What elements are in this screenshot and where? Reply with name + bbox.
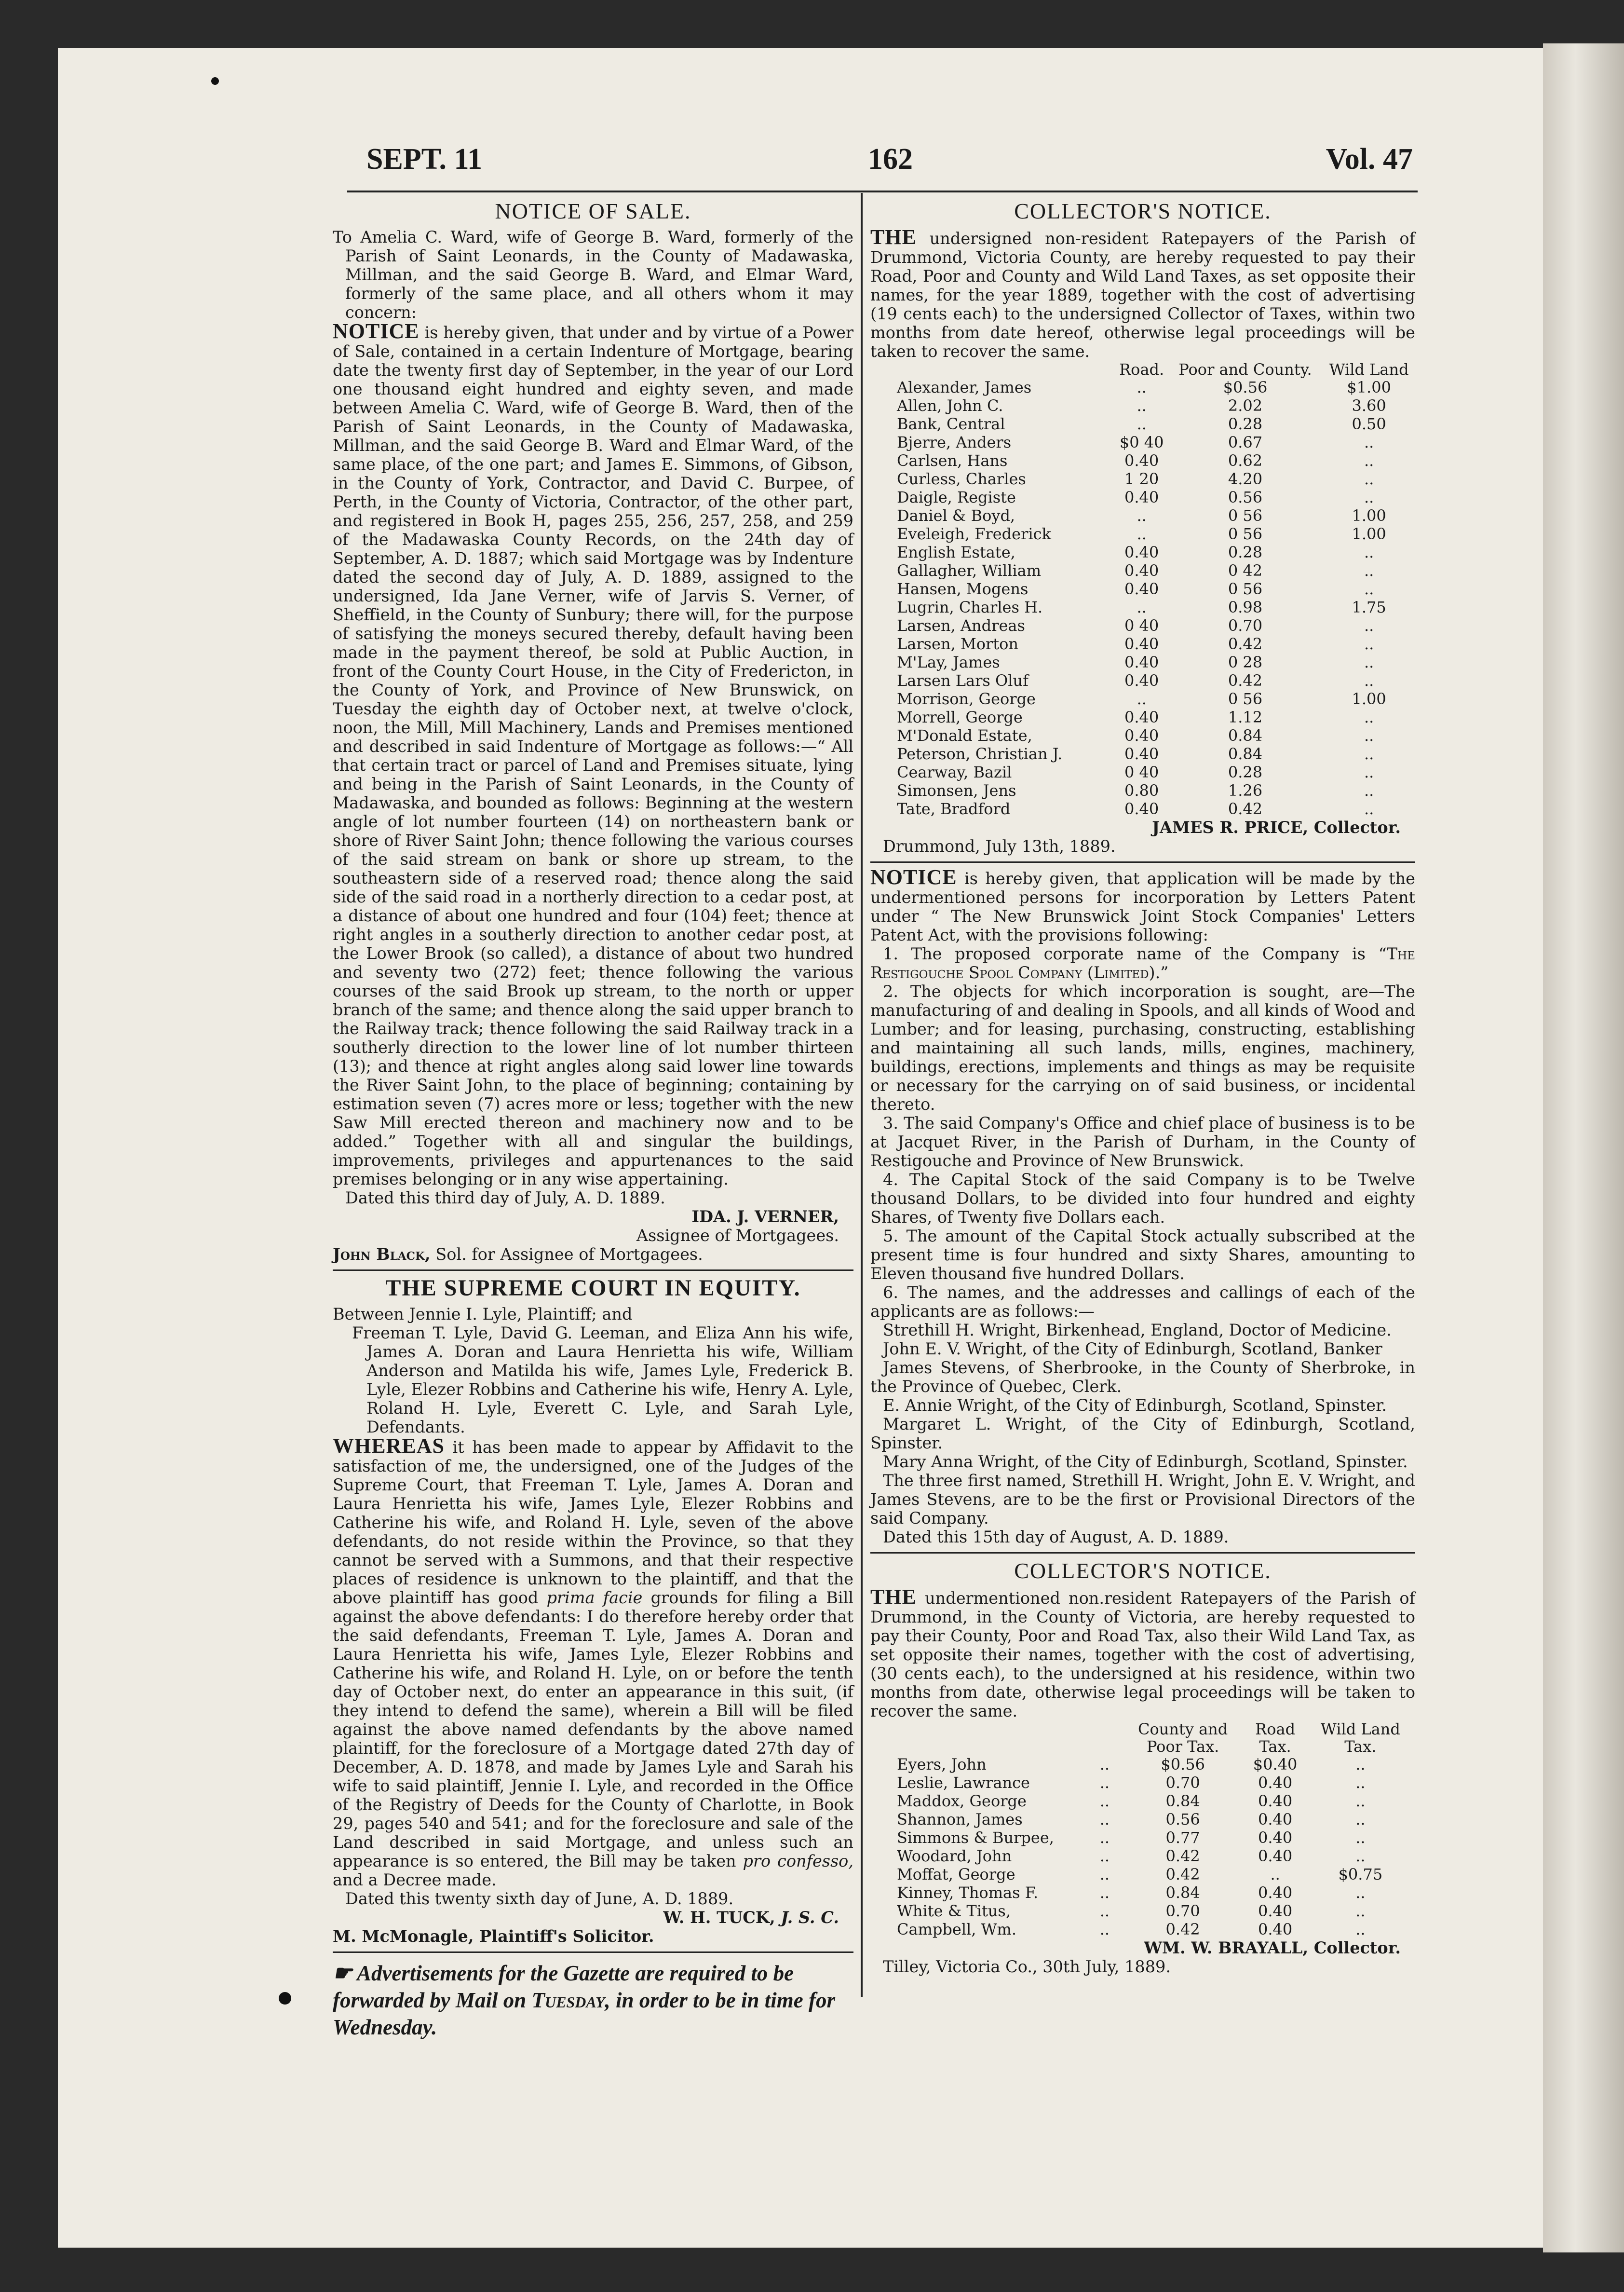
section-rule — [333, 1951, 853, 1953]
tax-value: 0.40 — [1258, 1810, 1293, 1828]
table-row — [870, 726, 1415, 745]
collector1-body — [870, 225, 1415, 361]
ratepayer-name: Bjerre, Anders — [897, 433, 1012, 451]
court-dated: Dated this twenty sixth day of June, A. D. 1889. — [345, 1889, 734, 1908]
tax-value: 0.40 — [1124, 580, 1159, 598]
tax-value: 0.40 — [1124, 800, 1159, 818]
ratepayer-name: M'Donald Estate, — [897, 726, 1032, 745]
tax-value: .. — [1099, 1792, 1110, 1810]
header-rule — [347, 191, 1418, 192]
tax-value: 0.40 — [1258, 1883, 1293, 1902]
ratepayer-name: Morrell, George — [897, 708, 1023, 726]
table-row — [870, 800, 1415, 818]
ratepayer-name: Daniel & Boyd, — [897, 506, 1015, 525]
collector1-tax-table — [870, 361, 1415, 818]
table-row — [870, 1847, 1415, 1865]
tax-value: .. — [1099, 1774, 1110, 1792]
tax-value: .. — [1355, 1755, 1366, 1774]
ratepayer-name: Moffat, George — [897, 1865, 1015, 1883]
ratepayer-name: Allen, John C. — [897, 396, 1003, 415]
table-row — [870, 525, 1415, 543]
tax-value: 0.84 — [1228, 726, 1263, 745]
ratepayer-name: Kinney, Thomas F. — [897, 1883, 1039, 1902]
sale-signer-role: Assignee of Mortgagees. — [636, 1226, 839, 1245]
tax-value: .. — [1364, 653, 1374, 671]
sale-solicitor-role: Sol. for Assignee of Mortgagees. — [435, 1245, 703, 1264]
tax-value: 0.40 — [1124, 653, 1159, 671]
sale-solicitor — [333, 1245, 853, 1264]
table-header-row — [870, 1720, 1415, 1755]
court-body-1: it has been made to appear by Affidavit to the satisfaction of me, the undersigned, one of the Judges of the Supreme Court, that Freeman T. Lyle, James A. Doran and Laura Henrietta his wife, James Lyle, Elezer Robbins and Catherine his wife, and Roland H. Lyle, seven of the above defendants, do not reside within the Province, so that they cannot be served with a Summons, and that their respective places of residence is unknown to the plaintiff, and that the above plaintiff has good — [333, 1438, 853, 1607]
header-tax: Tax. — [1259, 1737, 1291, 1756]
sale-dated: Dated this third day of July, A. D. 1889. — [345, 1188, 665, 1207]
ratepayer-name: Bank, Central — [897, 415, 1005, 433]
table-row — [870, 451, 1415, 470]
tax-value: .. — [1364, 543, 1374, 561]
court-prima-facie: prima facie — [546, 1588, 643, 1607]
judge-title: J. S. C. — [781, 1908, 839, 1927]
applicant-6: Mary Anna Wright, of the City of Edinburgh, Scotland, Spinster. — [883, 1452, 1408, 1471]
table-row — [870, 763, 1415, 781]
sale-signer: IDA. J. VERNER, — [691, 1207, 839, 1226]
table-row — [870, 1902, 1415, 1920]
tax-value: .. — [1364, 451, 1374, 470]
sale-lead-word: NOTICE — [333, 319, 420, 343]
tax-value: 0.28 — [1228, 415, 1263, 433]
tax-value: 4.20 — [1228, 470, 1263, 488]
tax-value: .. — [1364, 671, 1374, 690]
table-row — [870, 653, 1415, 671]
tax-value: .. — [1364, 708, 1374, 726]
gazette-advert — [333, 1960, 853, 2041]
tax-value: .. — [1355, 1902, 1366, 1920]
table-row — [870, 1828, 1415, 1847]
tax-value: 0.40 — [1258, 1902, 1293, 1920]
applicant-5: Margaret L. Wright, of the City of Edinburgh, Scotland, Spinster. — [870, 1415, 1415, 1452]
tax-value: 0.40 — [1124, 671, 1159, 690]
incorporation-lead-word: NOTICE — [870, 865, 957, 889]
header-county-and: County and — [1138, 1720, 1228, 1738]
ratepayer-name: Larsen, Morton — [897, 635, 1018, 653]
tax-value: .. — [1099, 1920, 1110, 1938]
tax-value: .. — [1364, 635, 1374, 653]
tax-value: .. — [1137, 506, 1147, 525]
tax-value: 0 56 — [1228, 525, 1263, 543]
tax-value: 1 20 — [1124, 470, 1159, 488]
table-row — [870, 580, 1415, 598]
tax-value: .. — [1137, 525, 1147, 543]
table-row — [870, 671, 1415, 690]
incorporation-item-6: 6. The names, and the addresses and callings of each of the applicants are as follows:— — [870, 1283, 1415, 1321]
section-rule — [870, 861, 1415, 863]
court-title: THE SUPREME COURT IN EQUITY. — [385, 1275, 801, 1301]
tax-value: .. — [1364, 745, 1374, 763]
table-row — [870, 781, 1415, 800]
tax-value: $0.56 — [1161, 1755, 1205, 1774]
collector2-place-date: Tilley, Victoria Co., 30th July, 1889. — [883, 1957, 1171, 1976]
table-row — [870, 616, 1415, 635]
tax-value: 0.42 — [1165, 1847, 1200, 1865]
applicant-3: James Stevens, of Sherbrooke, in the County of Sherbroke, in the Province of Quebec, Clerk. — [870, 1358, 1415, 1396]
incorporation-item-3: 3. The said Company's Office and chief place of business is to be at Jacquet River, in the Parish of Durham, in the County of Restigouche and Province of New Brunswick. — [870, 1114, 1415, 1170]
tax-value: 1.75 — [1352, 598, 1386, 616]
table-row — [870, 598, 1415, 616]
tax-value: 0 42 — [1228, 561, 1263, 580]
tax-value: .. — [1099, 1847, 1110, 1865]
tax-value: 0 28 — [1228, 653, 1263, 671]
table-row — [870, 1774, 1415, 1792]
tax-value: $0 40 — [1119, 433, 1164, 451]
tax-value: .. — [1364, 470, 1374, 488]
collector1-lead-word: THE — [870, 225, 917, 249]
tax-value: .. — [1355, 1847, 1366, 1865]
court-body-2: grounds for filing a Bill against the above defendants: I do therefore hereby order that the said defendants, Freeman T. Lyle, James A. Doran and Laura Henrietta his wife, James Lyle, Elezer Robbins and Catherine his wife, and Roland H. Lyle, on or before the tenth day of October next, do enter an appearance in this suit, (if they intend to defend the same), wherein a Bill will be filed against the above named defendants by the above named plaintiff, for the foreclosure of a Mortgage dated 27th day of December, A. D. 1878, and made by James Lyle and Sarah his wife to said plaintiff, Jennie I. Lyle, and recorded in the Office of the Registry of Deeds for the County of Charlotte, in Book 29, pages 540 and 541; and for the foreclosure and sale of the Land described in said Mortgage, and unless such an appearance is so entered, the Bill may be taken — [333, 1588, 853, 1870]
applicant-4: E. Annie Wright, of the City of Edinburgh, Scotland, Spinster. — [883, 1396, 1387, 1415]
ratepayer-name: Curless, Charles — [897, 470, 1026, 488]
table-row — [870, 561, 1415, 580]
pointing-hand-icon: ☛ — [333, 1961, 352, 1985]
table-row — [870, 378, 1415, 396]
tax-value: 1.00 — [1352, 506, 1386, 525]
incorporation-item-1 — [870, 944, 1415, 982]
collector1-place-date: Drummond, July 13th, 1889. — [883, 837, 1116, 856]
ratepayer-name: Carlsen, Hans — [897, 451, 1008, 470]
table-row — [870, 635, 1415, 653]
tax-value: 0 56 — [1228, 506, 1263, 525]
tax-value: 0.40 — [1124, 745, 1159, 763]
incorporation-item-2: 2. The objects for which incorporation is sought, are—The manufacturing of and dealing in Spools, and all kinds of Wood and Lumber; and for leasing, purchasing, constructing, establishing and maintaining all such lands, mills, engines, machinery, buildings, erections, implements and things as may be requisite or necessary for the carrying on of said business, or incidental thereto. — [870, 982, 1415, 1114]
table-row — [870, 1755, 1415, 1774]
table-row — [870, 415, 1415, 433]
tax-value: 0.40 — [1124, 451, 1159, 470]
section-rule — [333, 1269, 853, 1271]
tax-value: 1.00 — [1352, 525, 1386, 543]
tax-value: 0.98 — [1228, 598, 1263, 616]
court-between: Between Jennie I. Lyle, Plaintiff; and — [333, 1305, 633, 1323]
advert-text-1: Advertisements for the Gazette are required to be forwarded by Mail on — [333, 1961, 794, 2012]
header-tax-2: Tax. — [1344, 1737, 1377, 1756]
ratepayer-name: Gallagher, William — [897, 561, 1042, 580]
column-header-county-poor — [1121, 1720, 1245, 1755]
tax-value: 0.70 — [1165, 1774, 1200, 1792]
tax-value: 0.67 — [1228, 433, 1263, 451]
ratepayer-name: English Estate, — [897, 543, 1015, 561]
right-column — [870, 198, 1415, 1976]
tax-value: .. — [1364, 433, 1374, 451]
tax-value: $0.56 — [1223, 378, 1268, 396]
tax-value: 1.00 — [1352, 690, 1386, 708]
tax-value: 0.56 — [1165, 1810, 1200, 1828]
table-row — [870, 396, 1415, 415]
ratepayer-name: Larsen Lars Oluf — [897, 671, 1029, 690]
tax-value: 0.40 — [1258, 1774, 1293, 1792]
ratepayer-name: Daigle, Registe — [897, 488, 1016, 506]
collector1-title: COLLECTOR'S NOTICE. — [1014, 199, 1272, 223]
tax-value: .. — [1355, 1828, 1366, 1847]
tax-value: 2.02 — [1228, 396, 1263, 415]
court-defendants: Freeman T. Lyle, David G. Leeman, and Eliza Ann his wife, James A. Doran and Laura Henrietta his wife, William Anderson and Matilda his wife, James Lyle, Frederick B. Lyle, Elezer Robbins and Catherine his wife, Henry A. Lyle, Roland H. Lyle, Everett C. Lyle, and Sarah Lyle, Defendants. — [352, 1323, 853, 1436]
column-header-road: Road. — [1119, 360, 1164, 379]
tax-value: .. — [1137, 415, 1147, 433]
tax-value: .. — [1364, 561, 1374, 580]
table-row — [870, 708, 1415, 726]
binding-hole-mark — [279, 1992, 291, 2005]
collector2-signer: WM. W. BRAYALL, Collector. — [1144, 1938, 1401, 1957]
tax-value: 0.40 — [1258, 1920, 1293, 1938]
collector2-title: COLLECTOR'S NOTICE. — [1014, 1558, 1272, 1583]
tax-value: 1.12 — [1228, 708, 1263, 726]
table-row — [870, 1920, 1415, 1938]
item1-prefix: 1. The proposed corporate name of the Company is “ — [883, 944, 1387, 963]
ratepayer-name: Peterson, Christian J. — [897, 745, 1063, 763]
tax-value: 0.56 — [1228, 488, 1263, 506]
applicant-1: Strethill H. Wright, Birkenhead, England, Doctor of Medicine. — [883, 1321, 1392, 1339]
advert-day: Tuesday, — [531, 1988, 610, 2012]
court-solicitor: M. McMonagle, Plaintiff's Solicitor. — [333, 1927, 654, 1946]
ratepayer-name: Maddox, George — [897, 1792, 1027, 1810]
ratepayer-name: Alexander, James — [897, 378, 1032, 396]
tax-value: .. — [1099, 1755, 1110, 1774]
section-rule — [870, 1552, 1415, 1554]
tax-value: .. — [1364, 488, 1374, 506]
tax-value: 0.40 — [1258, 1847, 1293, 1865]
tax-value: 0.42 — [1165, 1920, 1200, 1938]
tax-value: $1.00 — [1347, 378, 1391, 396]
ratepayer-name: Larsen, Andreas — [897, 616, 1025, 635]
column-header-road-tax — [1245, 1720, 1305, 1755]
incorporation-item-4: 4. The Capital Stock of the said Company is to be Twelve thousand Dollars, to be divided into four hundred and eighty Shares, of Twenty five Dollars each. — [870, 1170, 1415, 1227]
court-body — [333, 1436, 853, 1889]
page-number: 162 — [868, 143, 913, 176]
tax-value: 0.84 — [1165, 1792, 1200, 1810]
tax-value: .. — [1099, 1810, 1110, 1828]
tax-value: 0.40 — [1258, 1792, 1293, 1810]
tax-value: .. — [1364, 763, 1374, 781]
collector2-body-text: undermentioned non.resident Ratepayers of the Parish of Drummond, in the County of Victoria, are hereby requested to pay their County, Poor and Road Tax, also their Wild Land Tax, as set opposite their names, together with the cost of advertising, (30 cents each), to the undersigned at his residence, within two months from date, otherwise legal proceedings will be taken to recover the same. — [870, 1589, 1415, 1720]
column-header-wild-land-tax — [1306, 1720, 1415, 1755]
tax-value: 0.40 — [1124, 543, 1159, 561]
tax-value: 0.80 — [1124, 781, 1159, 800]
header-poor-tax: Poor Tax. — [1146, 1737, 1219, 1756]
ratepayer-name: M'Lay, James — [897, 653, 1000, 671]
ratepayer-name: White & Titus, — [897, 1902, 1011, 1920]
tax-value: .. — [1355, 1810, 1366, 1828]
ratepayer-name: Eveleigh, Frederick — [897, 525, 1051, 543]
collector2-tax-table — [870, 1720, 1415, 1938]
ratepayer-name: Woodard, John — [897, 1847, 1012, 1865]
tax-value: .. — [1137, 690, 1147, 708]
table-row — [870, 1865, 1415, 1883]
tax-value: .. — [1099, 1828, 1110, 1847]
tax-value: 0.42 — [1228, 671, 1263, 690]
tax-value: 0.84 — [1165, 1883, 1200, 1902]
tax-value: .. — [1099, 1902, 1110, 1920]
ratepayer-name: Tate, Bradford — [897, 800, 1011, 818]
tax-value: .. — [1364, 726, 1374, 745]
table-row — [870, 745, 1415, 763]
left-column — [333, 198, 853, 2041]
table-row — [870, 506, 1415, 525]
judge-name: W. H. TUCK, — [663, 1908, 775, 1927]
court-pro-confesso: pro confesso, — [743, 1852, 853, 1870]
ratepayer-name: Simonsen, Jens — [897, 781, 1016, 800]
ratepayer-name: Leslie, Lawrance — [897, 1774, 1030, 1792]
item1-suffix: ” — [1160, 963, 1169, 982]
sale-body-text: is hereby given, that under and by virtue of a Power of Sale, contained in a certain Indenture of Mortgage, bearing date the twenty first day of September, in the year of our Lord one thousand eight hundred and eighty seven, and made between Amelia C. Ward, wife of George B. Ward, then of the Parish of Saint Leonards, in the County of Madawaska, Millman, and the said George B. Ward and Elmar Ward, of the same place, of the one part; and James E. Simmons, of Gibson, in the County of York, Contractor, and David C. Burpee, of Perth, in the County of Victoria, Contractor, of the other part, and registered in Book H, pages 255, 256, 257, 258, and 259 of the Madawaska County Records, on the 24th day of September, A. D. 1887; which said Mortgage was by Indenture dated the second day of July, A. D. 1889, assigned to the undersigned, Ida Jane Verner, wife of Jarvis S. Verner, of Sheffield, in the County of Sunbury; there will, for the purpose of satisfying the moneys secured thereby, default having been made in the payment thereof, be sold at Public Auction, in front of the County Court House, in the City of Fredericton, in the County of York, and Province of New Brunswick, on Tuesday the eighth day of October next, at twelve o'clock, noon, the Mill, Mill Machinery, Lands and Premises mentioned and described in said Indenture of Mortgage as follows:—“ All that certain tract or parcel of Land and Premises situate, lying and being in the Parish of Saint Leonards, in the County of Madawaska, and bounded as follows: Beginning at the western angle of lot number fourteen (14) on northeastern bank or shore of River Saint John; thence following the various courses of the said stream on bank or shore up stream, to the southeastern side of a reserved road; thence along the said side of the said road in a northerly direction to a cedar post, at a distance of about one hundred and four (104) feet; thence at right angles in a southerly direction to another cedar post, at the Lower Brook (so called), a distance of about two hundred and seventy two (272) feet; thence following the various courses of the said Brook up stream, to the north or upper branch of the same; and thence along the said upper branch to the Railway track; thence following the said Railway track in a southerly direction to the lower line of lot number thirteen (13); and thence at right angles along said lower line towards the River Saint John, to the place of beginning; containing by estimation seven (7) acres more or less; together with the new Saw Mill erected thereon and machinery now and to be added.” Together with all and singular the buildings, improvements, privileges and appurtenances to the said premises belonging or in any wise appertaining. — [333, 323, 854, 1188]
column-rule — [861, 193, 863, 1997]
tax-value: .. — [1364, 616, 1374, 635]
advert-text-2: in order to be in time for Wednesday. — [333, 1988, 836, 2039]
collector2-lead-word: THE — [870, 1585, 917, 1609]
column-header-poor-county: Poor and County. — [1178, 360, 1312, 379]
tax-value: .. — [1364, 580, 1374, 598]
tax-value: .. — [1137, 598, 1147, 616]
tax-value: 0.40 — [1124, 726, 1159, 745]
collector2-body — [870, 1587, 1415, 1720]
table-row — [870, 433, 1415, 451]
table-row — [870, 1792, 1415, 1810]
applicant-2: John E. V. Wright, of the City of Edinburgh, Scotland, Banker — [883, 1339, 1382, 1358]
table-row — [870, 470, 1415, 488]
tax-value: .. — [1355, 1920, 1366, 1938]
table-row — [870, 543, 1415, 561]
binding-hole-mark — [211, 77, 219, 85]
tax-value: 0.42 — [1228, 800, 1263, 818]
tax-value: 0 40 — [1124, 616, 1159, 635]
tax-value: 0.40 — [1258, 1828, 1293, 1847]
sale-body — [333, 319, 854, 1188]
collector1-signer: JAMES R. PRICE, Collector. — [1152, 818, 1401, 837]
header-wild-land: Wild Land — [1320, 1720, 1400, 1738]
tax-value: .. — [1099, 1865, 1110, 1883]
court-judge — [333, 1908, 853, 1927]
ratepayer-name: Shannon, James — [897, 1810, 1023, 1828]
table-row — [870, 1810, 1415, 1828]
header-road: Road — [1255, 1720, 1296, 1738]
tax-value: 0.50 — [1352, 415, 1386, 433]
tax-value: .. — [1099, 1883, 1110, 1902]
column-header-wild-land: Wild Land — [1329, 360, 1409, 379]
ratepayer-name: Eyers, John — [897, 1755, 987, 1774]
tax-value: 0 40 — [1124, 763, 1159, 781]
tax-value: 0.62 — [1228, 451, 1263, 470]
court-lead-word: WHEREAS — [333, 1434, 445, 1458]
ratepayer-name: Campbell, Wm. — [897, 1920, 1017, 1938]
tax-value: 0.70 — [1165, 1902, 1200, 1920]
tax-value: 0.40 — [1124, 708, 1159, 726]
volume-number: Vol. 47 — [1326, 143, 1413, 176]
tax-value: 0.77 — [1165, 1828, 1200, 1847]
tax-value: 0 56 — [1228, 580, 1263, 598]
tax-value: .. — [1137, 378, 1147, 396]
incorporation-intro-text: is hereby given, that application will be made by the undermentioned persons for incorporation by Letters Patent under “ The New Brunswick Joint Stock Companies' Letters Patent Act, with the provisions following: — [870, 869, 1415, 944]
tax-value: .. — [1355, 1883, 1366, 1902]
table-row — [870, 488, 1415, 506]
table-row — [870, 1883, 1415, 1902]
incorporation-dated: Dated this 15th day of August, A. D. 1889. — [883, 1528, 1229, 1546]
incorporation-intro — [870, 865, 1415, 944]
tax-value: $0.75 — [1338, 1865, 1383, 1883]
tax-value: .. — [1364, 800, 1374, 818]
tax-value: 0 56 — [1228, 690, 1263, 708]
tax-value: 1.26 — [1228, 781, 1263, 800]
header-date: SEPT. 11 — [366, 143, 483, 176]
sale-title: NOTICE OF SALE. — [495, 199, 691, 223]
sale-addressee: To Amelia C. Ward, wife of George B. Ward, formerly of the Parish of Saint Leonards, in the County of Madawaska, Millman, and the said George B. Ward, and Elmar Ward, formerly of the same place, and all others whom it may concern: — [333, 228, 853, 322]
tax-value: 3.60 — [1352, 396, 1386, 415]
tax-value: .. — [1270, 1865, 1280, 1883]
tax-value: 0.40 — [1124, 561, 1159, 580]
tax-value: 0.28 — [1228, 763, 1263, 781]
incorporation-item-5: 5. The amount of the Capital Stock actually subscribed at the present time is four hundred and sixty Shares, amounting to Eleven thousand five hundred Dollars. — [870, 1227, 1415, 1283]
ratepayer-name: Simmons & Burpee, — [897, 1828, 1054, 1847]
tax-value: $0.40 — [1253, 1755, 1298, 1774]
collector1-body-text: undersigned non-resident Ratepayers of the Parish of Drummond, Victoria County, are hereby requested to pay their Road, Poor and County and Wild Land Taxes, as set opposite their names, for the year 1889, together with the cost of advertising (19 cents each) to the undersigned Collector of Taxes, within two months from date hereof, otherwise legal proceedings will be taken to recover the same. — [870, 229, 1415, 361]
table-row — [870, 690, 1415, 708]
tax-value: 0.70 — [1228, 616, 1263, 635]
tax-value: 0.40 — [1124, 488, 1159, 506]
ratepayer-name: Morrison, George — [897, 690, 1036, 708]
tax-value: 0.42 — [1165, 1865, 1200, 1883]
tax-value: 0.40 — [1124, 635, 1159, 653]
provisional-directors: The three first named, Strethill H. Wright, John E. V. Wright, and James Stevens, are to be the first or Provisional Directors of the said Company. — [870, 1471, 1415, 1528]
tax-value: 0.42 — [1228, 635, 1263, 653]
tax-value: 0.84 — [1228, 745, 1263, 763]
sale-solicitor-name: John Black, — [333, 1245, 431, 1264]
ratepayer-name: Lugrin, Charles H. — [897, 598, 1043, 616]
ratepayer-name: Cearway, Bazil — [897, 763, 1012, 781]
table-header-row — [870, 361, 1415, 378]
tax-value: .. — [1355, 1774, 1366, 1792]
company-name: The Restigouche Spool Company (Limited). — [870, 944, 1415, 982]
tax-value: .. — [1355, 1792, 1366, 1810]
tax-value: .. — [1364, 781, 1374, 800]
tax-value: 0.28 — [1228, 543, 1263, 561]
tax-value: .. — [1137, 396, 1147, 415]
ratepayer-name: Hansen, Mogens — [897, 580, 1029, 598]
running-header — [366, 142, 1413, 186]
court-body-3: and a Decree made. — [333, 1870, 497, 1889]
